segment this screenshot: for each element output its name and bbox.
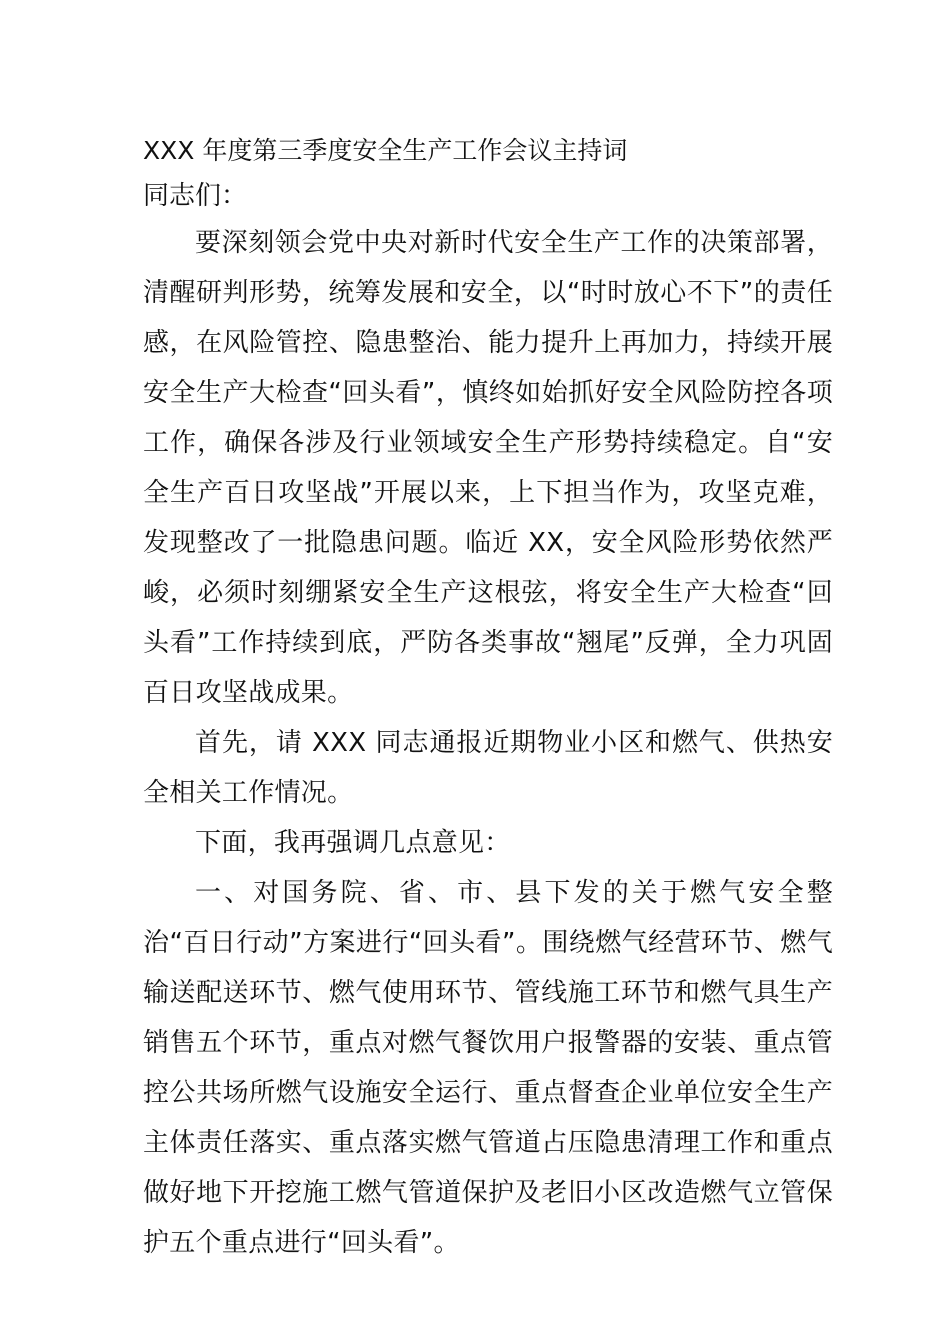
document-body	[143, 128, 833, 1268]
document-title: XXX 年度第三季度安全生产工作会议主持词	[143, 136, 628, 165]
paragraph-transition: 下面，我再强调几点意见：	[195, 828, 511, 858]
paragraph-first-report: 首先，请 XXX 同志通报近期物业小区和燃气、供热安全相关工作情况。	[143, 728, 833, 808]
paragraph-intro: 要深刻领会党中央对新时代安全生产工作的决策部署，清醒研判形势，统筹发展和安全，以“时时放心不下”的责任感，在风险管控、隐患整治、能力提升上再加力，持续开展安全生产大检查“回头看”，慎终如始抓好安全风险防控各项工作，确保各涉及行业领域安全生产形势持续稳定。自“安全生产百日攻坚战”开展以来，上下担当作为，攻坚克难，发现整改了一批隐患问题。临近 XX，安全风险形势依然严峻，必须时刻绷紧安全生产这根弦，将安全生产大检查“回头看”工作持续到底，严防各类事故“翘尾”反弹，全力巩固百日攻坚战成果。	[143, 228, 833, 708]
salutation: 同志们：	[143, 181, 248, 211]
paragraph-point-one: 一、对国务院、省、市、县下发的关于燃气安全整治“百日行动”方案进行“回头看”。围绕燃气经营环节、燃气输送配送环节、燃气使用环节、管线施工环节和燃气具生产销售五个环节，重点对燃气餐饮用户报警器的安装、重点管控公共场所燃气设施安全运行、重点督查企业单位安全生产主体责任落实、重点落实燃气管道占压隐患清理工作和重点做好地下开挖施工燃气管道保护及老旧小区改造燃气立管保护五个重点进行“回头看”。	[143, 878, 833, 1258]
